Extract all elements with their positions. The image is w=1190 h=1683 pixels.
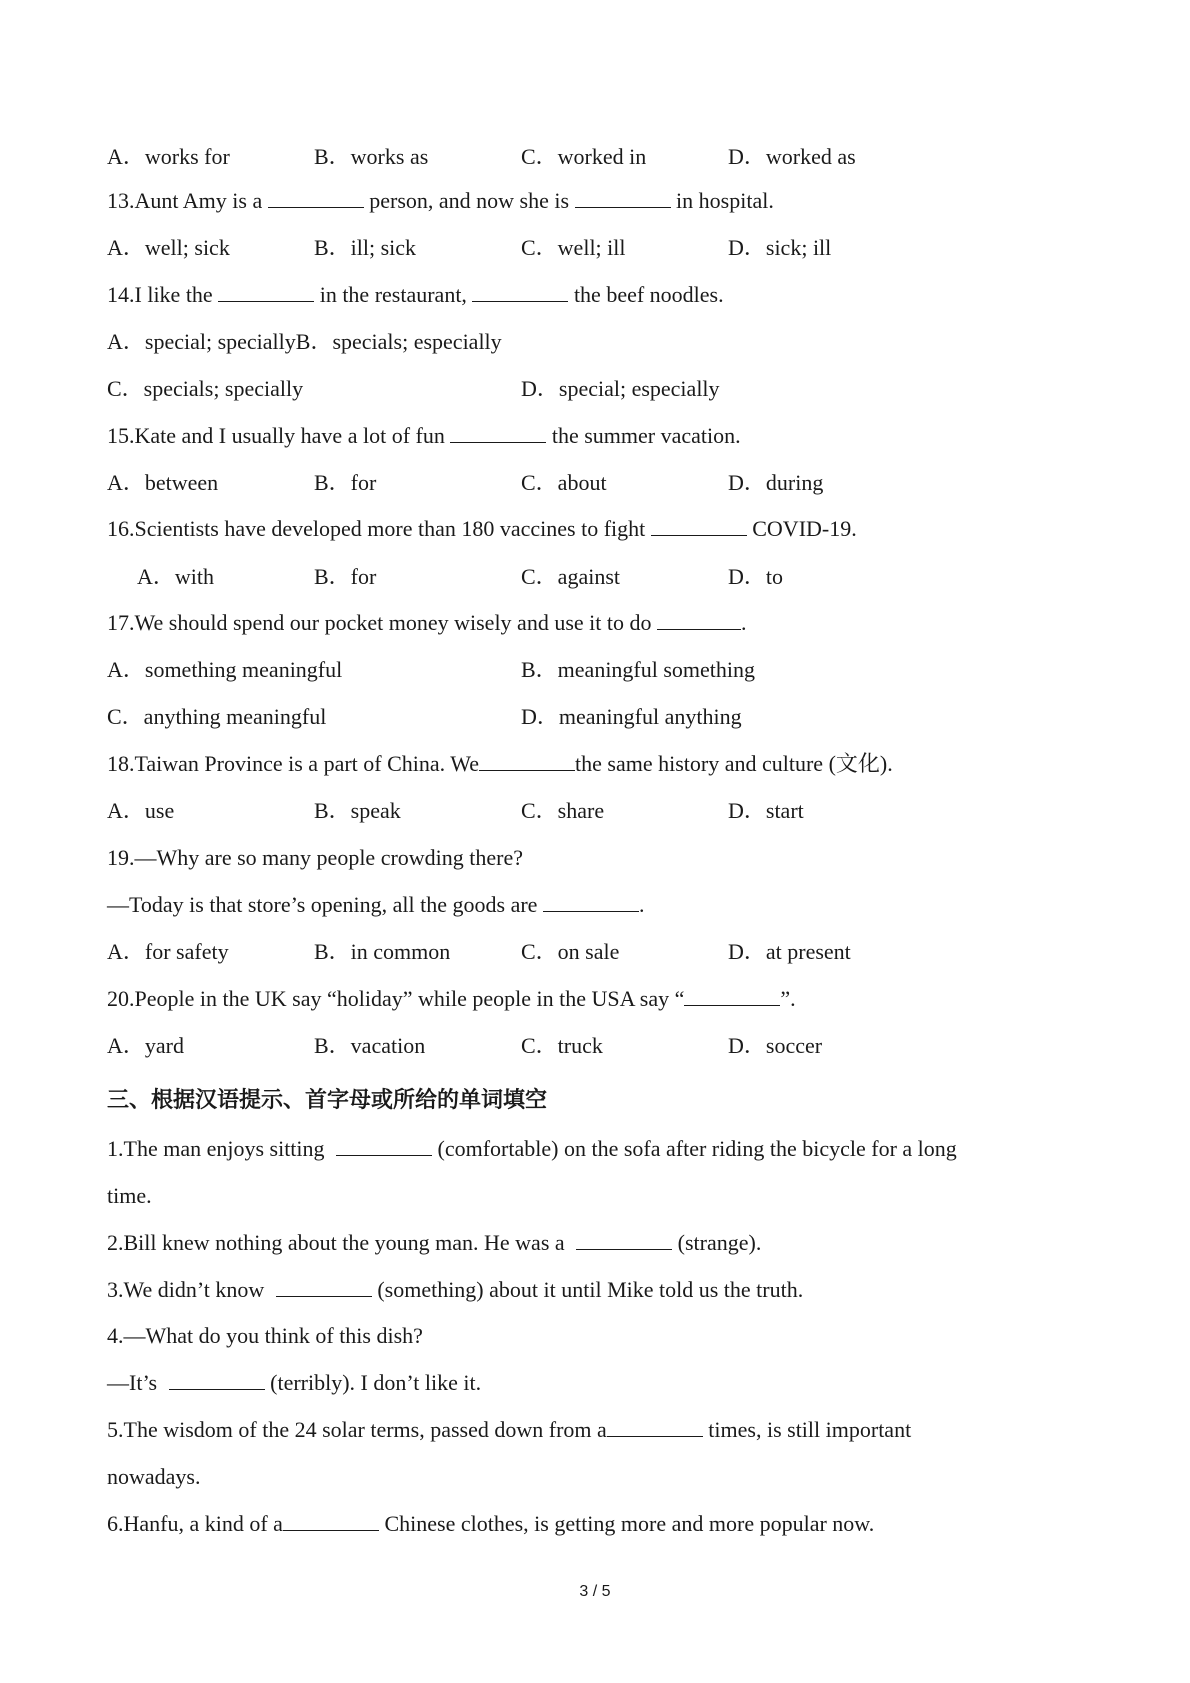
answer-blank <box>283 1510 379 1531</box>
q13-option-d: D．sick; ill <box>728 235 832 260</box>
q15-option-b: B．for <box>314 470 377 495</box>
q15-stem: 15.Kate and I usually have a lot of fun the summer vacation. <box>107 423 741 448</box>
answer-blank <box>472 281 568 302</box>
q19-option-d: D．at present <box>728 939 851 964</box>
q19-option-a: A．for safety <box>107 939 229 964</box>
q18-options <box>107 796 1130 826</box>
fill-4-stem: —It’s (terribly). I don’t like it. <box>107 1370 482 1395</box>
page-number: 3 / 5 <box>579 1583 611 1600</box>
q15-options <box>107 468 1130 498</box>
q16-option-d: D．to <box>728 564 784 589</box>
q12-option-b: B．works as <box>314 144 429 169</box>
answer-blank <box>576 1229 672 1250</box>
q18-option-b: B．speak <box>314 798 401 823</box>
fill-3-stem: 3.We didn’t know (something) about it until Mike told us the truth. <box>107 1277 804 1302</box>
q19-option-b: B．in common <box>314 939 451 964</box>
q18-stem: 18.Taiwan Province is a part of China. We the same history and culture (文化). <box>107 751 893 776</box>
fill-5-continued: nowadays. <box>107 1464 201 1489</box>
q20-option-d: D．soccer <box>728 1033 823 1058</box>
q18-option-a: A．use <box>107 798 175 823</box>
q12-option-a: A．works for <box>107 144 230 169</box>
q15-option-d: D．during <box>728 470 824 495</box>
q14-option-b: B．specials; especially <box>295 329 502 354</box>
answer-blank <box>575 187 671 208</box>
answer-blank <box>268 187 364 208</box>
q18-option-d: D．start <box>728 798 804 823</box>
q20-option-a: A．yard <box>107 1033 184 1058</box>
q17-options-row1 <box>107 655 1130 685</box>
q17-option-c: C．anything meaningful <box>107 704 327 729</box>
q19-stem: —Today is that store’s opening, all the goods are . <box>107 892 645 917</box>
q16-option-a: A．with <box>137 564 215 589</box>
q13-stem: 13.Aunt Amy is a person, and now she is in hospital. <box>107 188 774 213</box>
answer-blank <box>651 515 747 536</box>
fill-1-continued: time. <box>107 1183 152 1208</box>
q13-option-b: B．ill; sick <box>314 235 417 260</box>
q15-option-c: C．about <box>521 470 607 495</box>
q17-option-d: D．meaningful anything <box>521 704 742 729</box>
q20-option-c: C．truck <box>521 1033 603 1058</box>
q14-stem: 14.I like the in the restaurant, the beef noodles. <box>107 282 724 307</box>
section-heading: 三、根据汉语提示、首字母或所给的单词填空 <box>107 1088 548 1113</box>
q20-option-b: B．vacation <box>314 1033 426 1058</box>
answer-blank <box>479 750 575 771</box>
answer-blank <box>684 985 780 1006</box>
q17-option-b: B．meaningful something <box>521 657 756 682</box>
q19-option-c: C．on sale <box>521 939 620 964</box>
answer-blank <box>276 1276 372 1297</box>
q14-options-row2 <box>107 374 1130 404</box>
q16-stem: 16.Scientists have developed more than 180 vaccines to fight COVID-19. <box>107 516 857 541</box>
q15-option-a: A．between <box>107 470 219 495</box>
q20-stem: 20.People in the UK say “holiday” while people in the USA say “ ”. <box>107 986 796 1011</box>
q14-options-row1 <box>107 327 1130 357</box>
fill-1-stem: 1.The man enjoys sitting (comfortable) on the sofa after riding the bicycle for a long <box>107 1136 957 1161</box>
fill-2-stem: 2.Bill knew nothing about the young man. He was a (strange). <box>107 1230 762 1255</box>
q13-options <box>107 233 1130 263</box>
fill-4-question: 4.—What do you think of this dish? <box>107 1323 423 1348</box>
q19-options <box>107 937 1130 967</box>
q17-options-row2 <box>107 702 1130 732</box>
q16-options <box>107 562 1130 592</box>
answer-blank <box>543 891 639 912</box>
answer-blank <box>336 1135 432 1156</box>
answer-blank <box>657 609 741 630</box>
q16-option-b: B．for <box>314 564 377 589</box>
fill-6-stem: 6.Hanfu, a kind of a Chinese clothes, is getting more and more popular now. <box>107 1511 875 1536</box>
answer-blank <box>218 281 314 302</box>
answer-blank <box>607 1416 703 1437</box>
answer-blank <box>169 1369 265 1390</box>
q14-option-c: C．specials; specially <box>107 376 304 401</box>
fill-5-stem: 5.The wisdom of the 24 solar terms, passed down from a times, is still important <box>107 1417 912 1442</box>
q17-stem: 17.We should spend our pocket money wisely and use it to do . <box>107 610 747 635</box>
q14-option-d: D．special; especially <box>521 376 720 401</box>
q17-option-a: A．something meaningful <box>107 657 343 682</box>
q16-option-c: C．against <box>521 564 620 589</box>
q18-option-c: C．share <box>521 798 605 823</box>
q19-question: 19.—Why are so many people crowding there? <box>107 845 524 870</box>
answer-blank <box>450 422 546 443</box>
q12-option-c: C．worked in <box>521 144 647 169</box>
q12-option-d: D．worked as <box>728 144 856 169</box>
q14-option-a: A．special; specially <box>107 329 296 354</box>
q13-option-c: C．well; ill <box>521 235 626 260</box>
q13-option-a: A．well; sick <box>107 235 230 260</box>
q12-options <box>107 142 1130 172</box>
q20-options <box>107 1031 1130 1061</box>
